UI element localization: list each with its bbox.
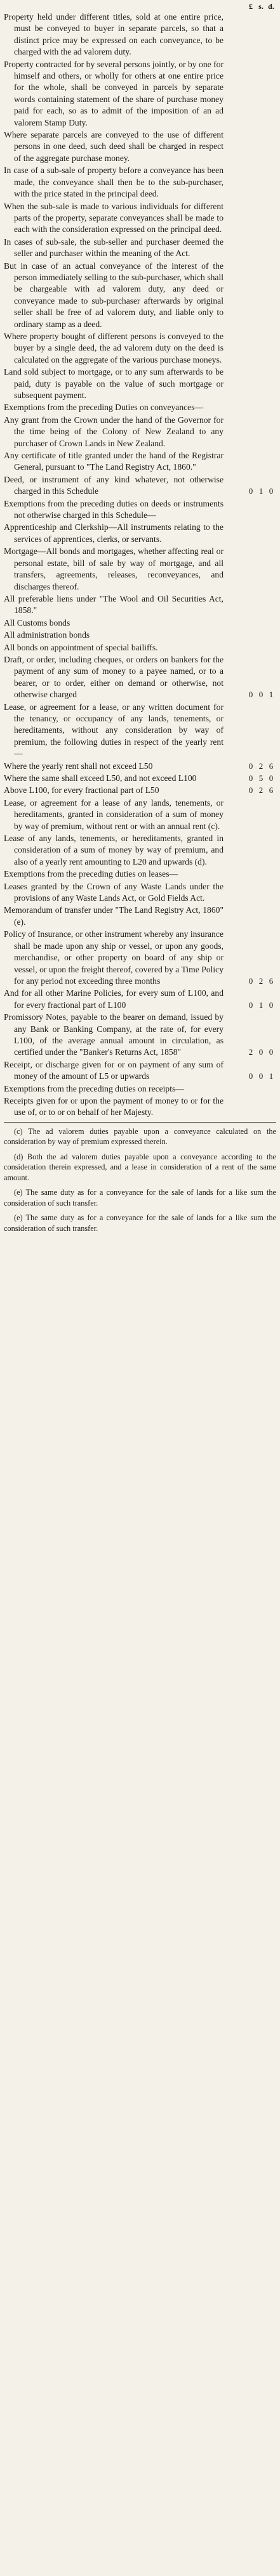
entry-text: Exemptions from the preceding duties on deeds or instruments not otherwise charged in this Schedule— <box>4 498 223 520</box>
duty-entry <box>4 1095 276 1119</box>
entry-amount <box>223 689 276 700</box>
entry-text: Leases granted by the Crown of any Waste Lands under the provisions of any Waste Lands Act, or Gold Fields Act. <box>4 881 223 903</box>
duty-entry <box>4 1012 276 1059</box>
entry-text: Promissory Notes, payable to the bearer on demand, issued by any Bank or Banking Company, at the rate of, for every L100, of the average annual amount in circulation, as certified under the "Banker's Returns Act, 1858" <box>4 1012 223 1057</box>
entry-amount <box>223 1046 276 1058</box>
amount-pence: 0 <box>269 1000 274 1010</box>
footnote-divider <box>4 1122 276 1123</box>
amount-pounds: 2 <box>248 1047 253 1057</box>
duty-entry <box>4 988 276 1011</box>
entry-text: Exemptions from the preceding duties on leases— <box>4 869 178 879</box>
amount-shillings: 0 <box>258 1047 263 1057</box>
entry-text: In cases of sub-sale, the sub-seller and purchaser deemed the seller and purchaser within the meaning of the Act. <box>4 236 223 259</box>
amount-pounds: 0 <box>248 785 253 795</box>
amount-pounds: 0 <box>248 1000 253 1010</box>
amount-pence: 6 <box>269 785 274 795</box>
entry-text: Deed, or instrument of any kind whatever, not otherwise charged in this Schedule <box>4 474 223 496</box>
duty-entry <box>4 785 276 796</box>
duty-entry <box>4 629 276 641</box>
amount-pence: 0 <box>269 773 274 783</box>
duty-entry <box>4 1083 276 1095</box>
entry-amount <box>223 486 276 497</box>
entry-amount <box>223 773 276 784</box>
entry-amount <box>223 976 276 987</box>
entry-text: Lease of any lands, tenements, or hereditaments, granted in consideration of a sum of money by way of premium, and also of a yearly rent amounting to L20 and upwards (d). <box>4 834 223 866</box>
amount-shillings: 2 <box>258 976 263 986</box>
duty-entry <box>4 593 276 617</box>
pounds-column-label: £ <box>249 2 253 11</box>
amount-shillings: 1 <box>258 1000 263 1010</box>
entry-text: All preferable liens under "The Wool and Oil Securities Act, 1858." <box>4 593 223 615</box>
currency-header <box>4 1 276 11</box>
amount-shillings: 0 <box>258 1071 263 1081</box>
duty-entry <box>4 366 276 401</box>
duty-entry <box>4 129 276 164</box>
entry-text: All Customs bonds <box>4 617 70 628</box>
amount-shillings: 2 <box>258 785 263 795</box>
amount-shillings: 0 <box>258 690 263 700</box>
footnote: (c) The ad valorem duties payable upon a conveyance calculated on the consideration by way of premium expressed therein. <box>4 1126 276 1147</box>
entry-text: But in case of an actual conveyance of the interest of the person immediately selling to the sub-purchaser, which shall be chargeable with ad valorem duty, any deed or conveyance made to sub-purchaser afterwards by original seller shall be free of ad valorem duty, and liable only to ordinary stamp as a deed. <box>4 261 223 329</box>
entry-amount <box>223 761 276 772</box>
duty-entry <box>4 761 276 772</box>
amount-pence: 1 <box>269 690 274 700</box>
duty-entry <box>4 905 276 928</box>
duty-entries <box>4 11 276 1119</box>
entry-text: Land sold subject to mortgage, or to any sum afterwards to be paid, duty is payable on the value of such mortgage or subsequent payment. <box>4 367 223 400</box>
pence-column-label: d. <box>268 2 274 11</box>
duty-entry <box>4 868 276 880</box>
amount-pounds: 0 <box>248 976 253 986</box>
footnotes <box>4 1126 276 1234</box>
duty-entry <box>4 331 276 366</box>
amount-shillings: 1 <box>258 486 263 496</box>
entry-text: Apprenticeship and Clerkship—All instruments relating to the services of apprentices, clerks, or servants. <box>4 522 223 544</box>
entry-text: When the sub-sale is made to various individuals for different parts of the property, separate conveyances shall be made to each with the consideration expressed on the principal deed. <box>4 201 223 235</box>
entry-text: Policy of Insurance, or other instrument whereby any insurance shall be made upon any ship or vessel, or upon any goods, merchandise, or other property on board of any ship or vessel, or upon the freight thereof, covered by a Time Policy for any period not exceeding three months <box>4 929 223 986</box>
entry-text: Any grant from the Crown under the hand of the Governor for the time being of the Colony of New Zealand to any purchaser of Crown Lands in New Zealand. <box>4 415 223 448</box>
entry-text: All administration bonds <box>4 630 90 640</box>
duty-entry <box>4 236 276 260</box>
entry-text: Above L100, for every fractional part of L50 <box>4 785 159 795</box>
duty-entry <box>4 498 276 522</box>
amount-pounds: 0 <box>248 1071 253 1081</box>
entry-text: Where the yearly rent shall not exceed L50 <box>4 761 153 771</box>
duty-entry <box>4 402 276 413</box>
duty-entry <box>4 642 276 654</box>
duty-entry <box>4 201 276 236</box>
entry-text: Any certificate of title granted under the hand of the Registrar General, pursuant to "The Land Registry Act, 1860." <box>4 451 223 472</box>
duty-entry <box>4 797 276 832</box>
duty-entry <box>4 617 276 629</box>
entry-text: And for all other Marine Policies, for every sum of L100, and for every fractional part of L100 <box>4 988 223 1010</box>
entry-text: Property contracted for by several persons jointly, or by one for himself and others, or wholly for others at one entire price for the whole, shall be conveyed in parcels by separate words containing statement of the share of purchase money paid for each, so as to admit of the imposition of an ad valorem Stamp Duty. <box>4 59 223 127</box>
amount-shillings: 2 <box>258 761 263 771</box>
entry-amount <box>223 785 276 796</box>
entry-text: Where separate parcels are conveyed to the use of different persons in one deed, such deed shall be charged in respect of the aggregate purchase money. <box>4 130 223 163</box>
entry-text: Lease, or agreement for a lease of any lands, tenements, or hereditaments, granted in consideration of a sum of money by way of premium, without rent or with an annual rent (c). <box>4 797 223 831</box>
amount-pounds: 0 <box>248 486 253 496</box>
duty-entry <box>4 1059 276 1083</box>
entry-text: Draft, or order, including cheques, or orders on bankers for the payment of any sum of money to a payee named, or to a bearer, or to order, either on demand or otherwise, not otherwise charged <box>4 654 223 700</box>
entry-text: Receipts given for or upon the payment of money to or for the use of, or to or on behalf of her Majesty. <box>4 1095 223 1117</box>
duty-entry <box>4 59 276 129</box>
footnote: (e) The same duty as for a conveyance for the sale of lands for a like sum the consideration of such transfer. <box>4 1213 276 1233</box>
duty-entry <box>4 654 276 701</box>
entry-text: All bonds on appointment of special bailiffs. <box>4 642 158 652</box>
duty-entry <box>4 929 276 987</box>
duty-entry <box>4 261 276 330</box>
entry-text: Memorandum of transfer under "The Land Registry Act, 1860" (e). <box>4 905 223 927</box>
duty-entry <box>4 546 276 593</box>
entry-text: Property held under different titles, sold at one entire price, must be conveyed to buyer in separate parcels, so that a distinct price may be expressed on each conveyance, to be charged with the ad valorem duty. <box>4 12 223 57</box>
amount-pence: 0 <box>269 486 274 496</box>
entry-text: Lease, or agreement for a lease, or any written document for the tenancy, or occupancy of any lands, tenements, or hereditaments, without any consideration by way of premium, the following duties in respect of the yearly rent— <box>4 702 223 759</box>
entry-amount <box>223 1000 276 1011</box>
amount-shillings: 5 <box>258 773 263 783</box>
amount-pence: 6 <box>269 761 274 771</box>
entry-text: Exemptions from the preceding Duties on conveyances— <box>4 402 204 413</box>
duty-entry <box>4 450 276 473</box>
footnote: (d) Both the ad valorem duties payable upon a conveyance according to the consideration therein expressed, and a lease in consideration of a rent of the same amount. <box>4 1152 276 1182</box>
duty-entry <box>4 415 276 449</box>
duty-entry <box>4 773 276 784</box>
amount-pence: 1 <box>269 1071 274 1081</box>
duty-entry <box>4 165 276 200</box>
entry-text: Where property bought of different persons is conveyed to the buyer by a single deed, the ad valorem duty on the deed is calculated on the aggregate of the various purchase moneys. <box>4 331 223 364</box>
entry-text: Mortgage—All bonds and mortgages, whether affecting real or personal estate, bill of sale by way of mortgage, and all transfers, agreements, releases, reconveyances, and discharges thereof. <box>4 546 223 591</box>
amount-pence: 0 <box>269 1047 274 1057</box>
duty-entry <box>4 881 276 905</box>
duty-entry <box>4 474 276 498</box>
entry-text: In case of a sub-sale of property before a conveyance has been made, the conveyance shall then be to the sub-purchaser, with the price stated in the principal deed. <box>4 165 223 199</box>
amount-pounds: 0 <box>248 690 253 700</box>
duty-entry <box>4 702 276 760</box>
amount-pounds: 0 <box>248 761 253 771</box>
duty-entry <box>4 522 276 545</box>
amount-pounds: 0 <box>248 773 253 783</box>
footnote: (e) The same duty as for a conveyance for the sale of lands for a like sum the consideration of such transfer. <box>4 1188 276 1208</box>
shillings-column-label: s. <box>258 2 263 11</box>
entry-amount <box>223 1071 276 1082</box>
duty-entry <box>4 833 276 868</box>
amount-pence: 6 <box>269 976 274 986</box>
entry-text: Exemptions from the preceding duties on receipts— <box>4 1083 184 1093</box>
entry-text: Receipt, or discharge given for or on payment of any sum of money of the amount of L5 or upwards <box>4 1059 223 1081</box>
entry-text: Where the same shall exceed L50, and not exceed L100 <box>4 773 197 783</box>
duty-entry <box>4 11 276 58</box>
